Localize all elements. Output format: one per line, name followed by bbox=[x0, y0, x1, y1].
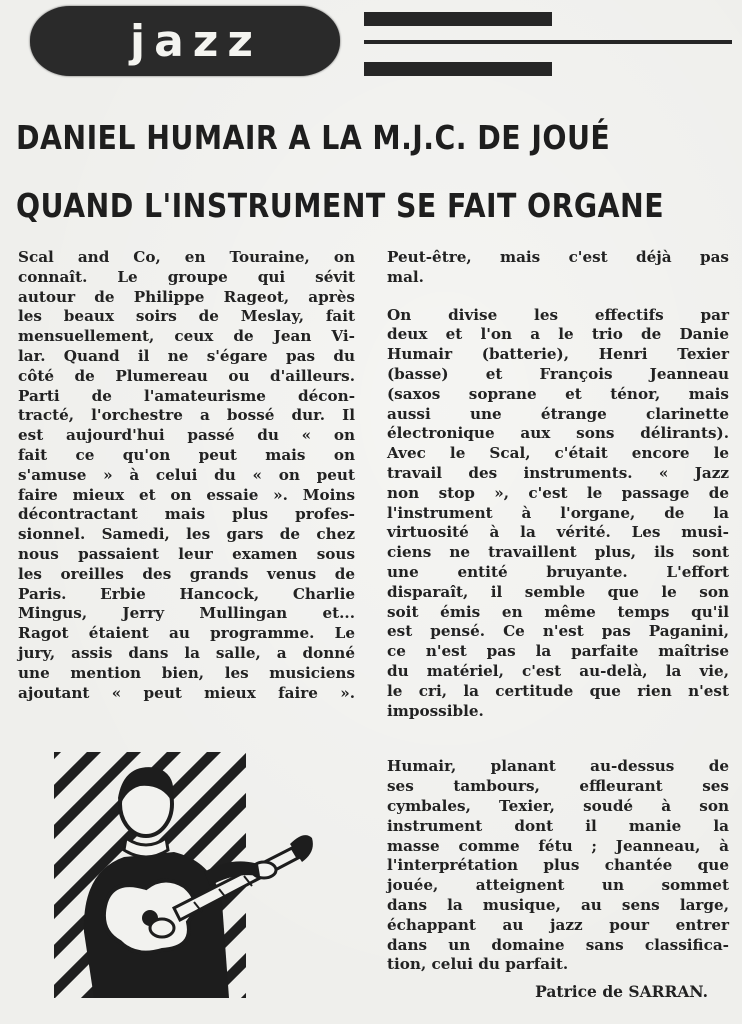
text-line: une entité bruyante. L'effort bbox=[387, 562, 729, 581]
header-rule-bottom bbox=[364, 62, 552, 76]
text-line: sionnel. Samedi, les gars de chez bbox=[18, 525, 355, 544]
author-signature: Patrice de SARRAN. bbox=[535, 982, 708, 1001]
text-line: tion, celui du parfait. bbox=[387, 955, 569, 974]
text-line: connaît. Le groupe qui sévit bbox=[18, 267, 355, 286]
paragraph-gap bbox=[387, 739, 729, 757]
header-rule-middle bbox=[364, 40, 732, 44]
text-line: jury, assis dans la salle, a donné bbox=[18, 643, 355, 662]
text-line: échappant au jazz pour entrer bbox=[387, 915, 729, 934]
text-line: lar. Quand il ne s'égare pas du bbox=[18, 346, 355, 365]
text-line: les oreilles des grands venus de bbox=[18, 564, 355, 583]
text-line: est aujourd'hui passé du « on bbox=[18, 426, 355, 445]
article-column-left bbox=[18, 248, 355, 703]
text-line: l'instrument à l'organe, de la bbox=[387, 503, 729, 522]
text-line: mensuellement, ceux de Jean Vi- bbox=[18, 327, 355, 346]
section-label: jazz bbox=[130, 16, 262, 67]
headline-main: DANIEL HUMAIR A LA M.J.C. DE JOUÉ bbox=[16, 118, 611, 157]
text-line: ciens ne travaillent plus, ils sont bbox=[387, 543, 729, 562]
text-line: tracté, l'orchestre a bossé dur. Il bbox=[18, 406, 355, 425]
headline-sub: QUAND L'INSTRUMENT SE FAIT ORGANE bbox=[16, 186, 665, 225]
text-line: Avec le Scal, c'était encore le bbox=[387, 444, 729, 463]
text-line: deux et l'on a le trio de Danie bbox=[387, 325, 729, 344]
text-line: Scal and Co, en Touraine, on bbox=[18, 248, 355, 266]
text-line: aussi une étrange clarinette bbox=[387, 404, 729, 423]
text-line: les beaux soirs de Meslay, fait bbox=[18, 307, 355, 326]
text-line: électronique aux sons délirants). bbox=[387, 424, 729, 443]
text-line: Humair, planant au-dessus de bbox=[387, 757, 729, 776]
text-line: soit émis en même temps qu'il bbox=[387, 602, 729, 621]
text-line: impossible. bbox=[387, 701, 484, 720]
text-line: Paris. Erbie Hancock, Charlie bbox=[18, 584, 355, 603]
text-line: faire mieux et on essaie ». Moins bbox=[18, 485, 355, 504]
article-column-right bbox=[387, 248, 729, 975]
text-line: jouée, atteignent un sommet bbox=[387, 876, 729, 895]
text-line: dans la musique, au sens large, bbox=[387, 895, 729, 914]
text-line: non stop », c'est le passage de bbox=[387, 483, 729, 502]
text-line: ajoutant « peut mieux faire ». bbox=[18, 683, 355, 702]
guitarist-icon bbox=[54, 752, 314, 998]
text-line: l'interprétation plus chantée que bbox=[387, 856, 729, 875]
text-line: dans un domaine sans classifica- bbox=[387, 935, 729, 954]
text-line: Peut-être, mais c'est déjà pas bbox=[387, 248, 729, 266]
text-line: masse comme fétu ; Jeanneau, à bbox=[387, 836, 729, 855]
text-line: travail des instruments. « Jazz bbox=[387, 463, 729, 482]
paragraph-gap bbox=[387, 721, 729, 739]
text-line: cymbales, Texier, soudé à son bbox=[387, 796, 729, 815]
text-line: du matériel, c'est au-delà, la vie, bbox=[387, 661, 729, 680]
text-line: instrument dont il manie la bbox=[387, 816, 729, 835]
text-line: (basse) et François Jeanneau bbox=[387, 364, 729, 383]
text-line: On divise les effectifs par bbox=[387, 305, 729, 324]
text-line: disparaît, il semble que le son bbox=[387, 582, 729, 601]
text-line: ses tambours, effleurant ses bbox=[387, 777, 729, 796]
text-line: virtuosité à la vérité. Les musi- bbox=[387, 523, 729, 542]
text-line: une mention bien, les musiciens bbox=[18, 663, 355, 682]
text-line: mal. bbox=[387, 267, 424, 286]
text-line: décontractant mais plus profes- bbox=[18, 505, 355, 524]
text-line: Mingus, Jerry Mullingan et... bbox=[18, 604, 355, 623]
text-line: Humair (batterie), Henri Texier bbox=[387, 345, 729, 364]
text-line: côté de Plumereau ou d'ailleurs. bbox=[18, 366, 355, 385]
text-line: est pensé. Ce n'est pas Paganini, bbox=[387, 622, 729, 641]
paragraph-gap bbox=[387, 288, 729, 306]
text-line: autour de Philippe Rageot, après bbox=[18, 287, 355, 306]
header-rule-top bbox=[364, 12, 552, 26]
text-line: (saxos soprane et ténor, mais bbox=[387, 384, 729, 403]
text-line: nous passaient leur examen sous bbox=[18, 544, 355, 563]
section-badge bbox=[30, 6, 340, 76]
text-line: le cri, la certitude que rien n'est bbox=[387, 681, 729, 700]
text-line: ce n'est pas la parfaite maîtrise bbox=[387, 642, 729, 661]
text-line: Ragot étaient au programme. Le bbox=[18, 624, 355, 643]
text-line: fait ce qu'on peut mais on bbox=[18, 445, 355, 464]
text-line: s'amuse » à celui du « on peut bbox=[18, 465, 355, 484]
text-line: Parti de l'amateurisme décon- bbox=[18, 386, 355, 405]
